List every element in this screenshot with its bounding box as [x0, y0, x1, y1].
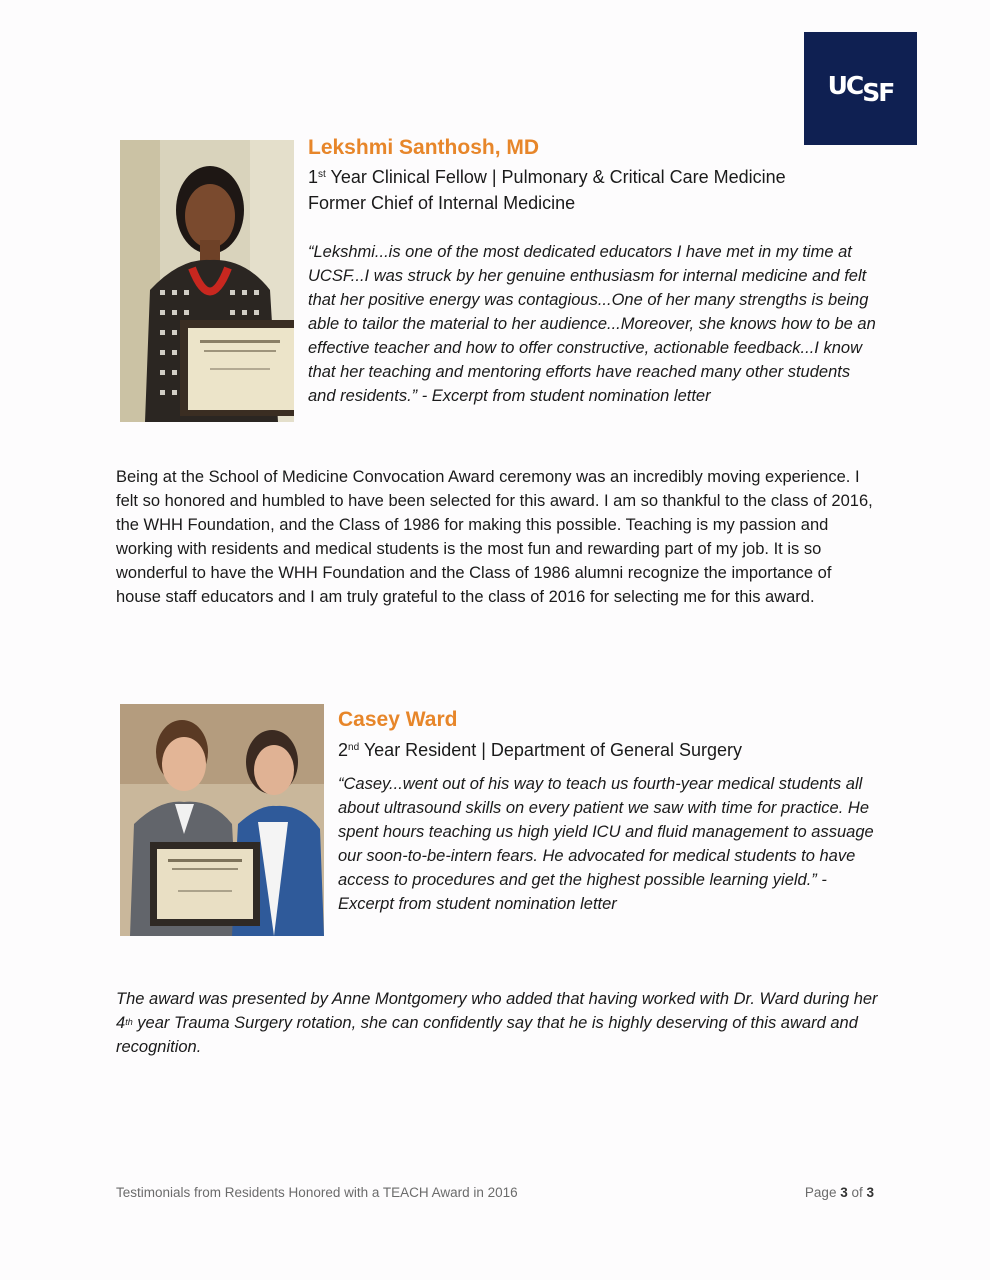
person1-role: 1st Year Clinical Fellow | Pulmonary & Critical Care Medicine Former Chief of Internal Medicine	[308, 167, 786, 213]
person2-quote: “Casey...went out of his way to teach us fourth-year medical students all about ultrasound skills on every patient we saw with time for practice. He spent hours teaching us high yield ICU and fluid management to assuage our soon-to-be-intern fears. He advocated for medical students to have access to procedures and get the highest possible learning yield.” - Excerpt from student nomination letter	[338, 775, 874, 913]
person1-quote: “Lekshmi...is one of the most dedicated educators I have met in my time at UCSF...I was struck by her genuine enthusiasm for internal medicine and felt that her positive energy was contagious...One of her many strengths is being able to tailor the material to her audience...Moreover, she knows how to be an effective teacher and how to offer constructive, actionable feedback...I know that her teaching and mentoring efforts have reached many other students and residents.” - Excerpt from student nomination letter	[308, 243, 876, 405]
logo-text: $UC_{SF}$	[827, 70, 894, 107]
casey-ward-photo	[120, 704, 324, 936]
ucsf-logo	[804, 32, 917, 145]
person2-name: Casey Ward	[338, 708, 458, 731]
person2-presenter-note: The award was presented by Anne Montgomery who added that having worked with Dr. Ward during her 4th year Trauma Surgery rotation, she can confidently say that he is highly deserving of this award and recognition.	[116, 990, 878, 1056]
footer-title: Testimonials from Residents Honored with a TEACH Award in 2016	[116, 1185, 518, 1200]
page-number: Page 3 of 3	[804, 1185, 874, 1200]
person2-role: 2nd Year Resident | Department of General Surgery	[338, 740, 743, 760]
person1-statement: Being at the School of Medicine Convocation Award ceremony was an incredibly moving experience. I felt so honored and humbled to have been selected for this award. I am so thankful to the class of 2016, the WHH Foundation, and the Class of 1986 for making this possible. Teaching is my passion and working with residents and medical students is the most fun and rewarding part of my job. It is so wonderful to have the WHH Foundation and the Class of 1986 alumni recognize the importance of house staff educators and I am truly grateful to the class of 2016 for selecting me for this award.	[116, 468, 873, 606]
person1-name: Lekshmi Santhosh, MD	[308, 136, 540, 159]
lekshmi-santhosh-photo	[120, 140, 294, 422]
